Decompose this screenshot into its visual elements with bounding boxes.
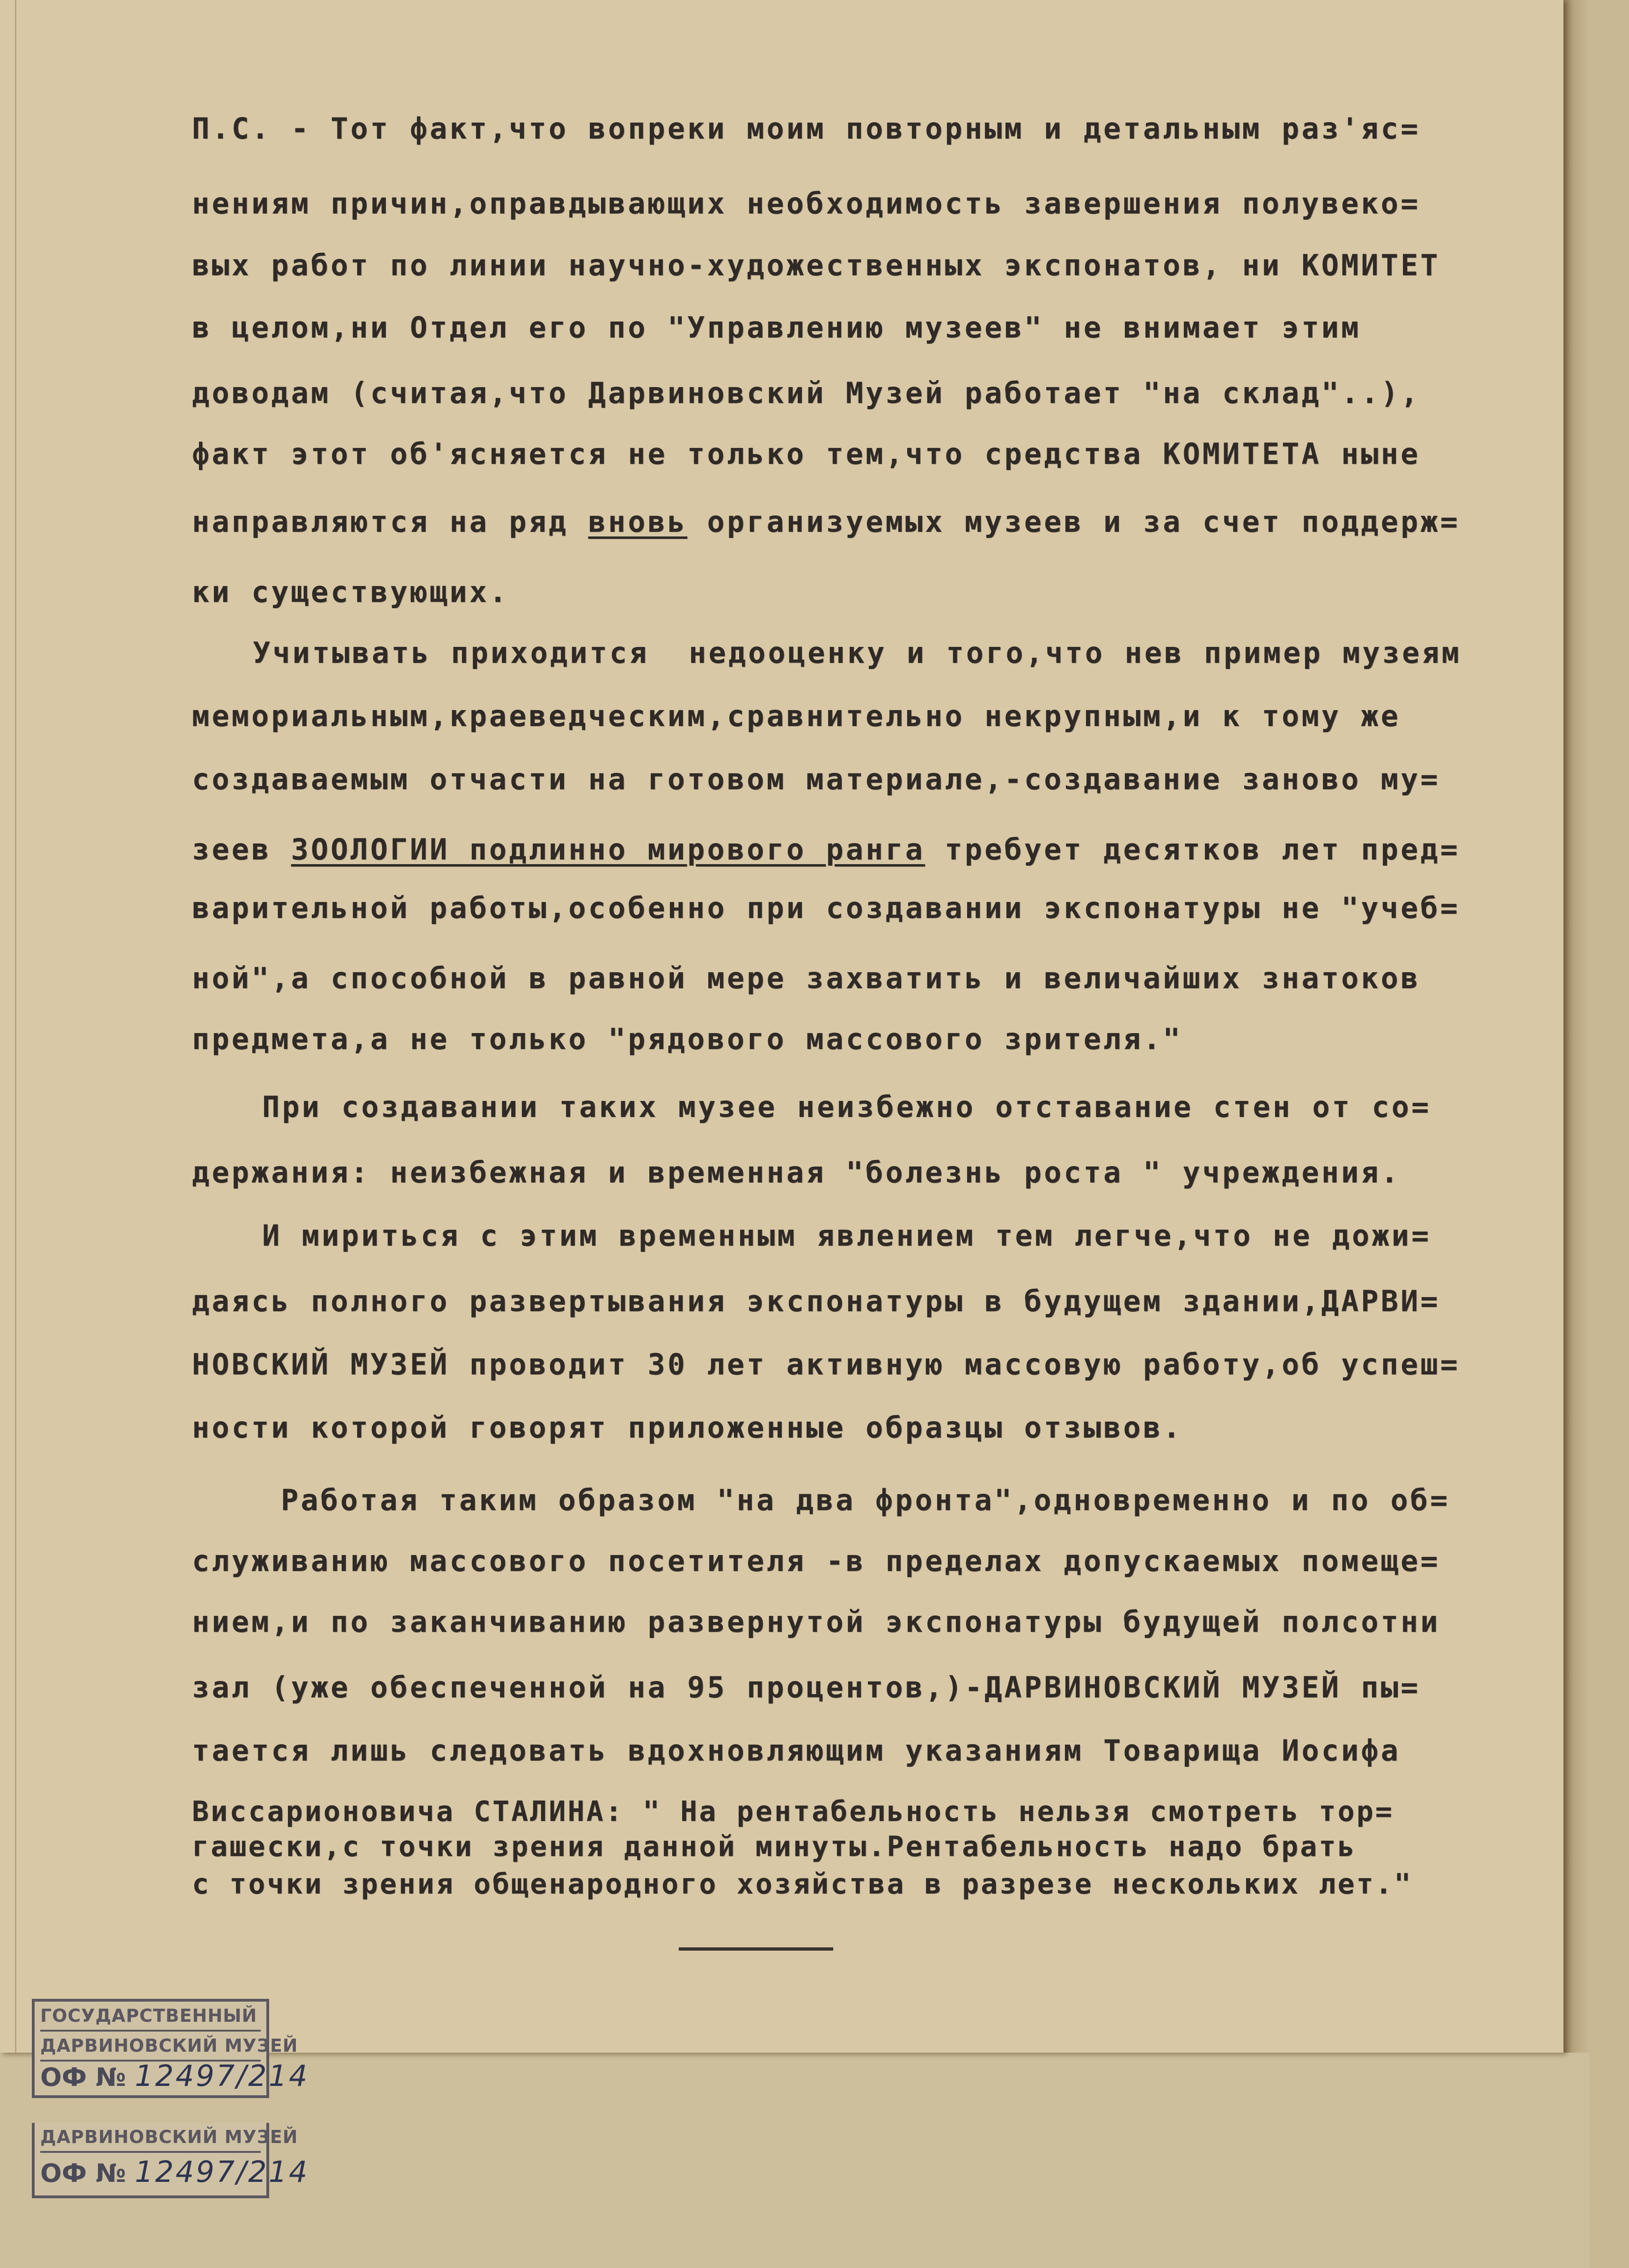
text-line-17: держания: неизбежная и временная "болезнь роста " учреждения. — [192, 1155, 1401, 1189]
text-line-21: ности которой говорят приложенные образцы отзывов. — [192, 1410, 1183, 1445]
text-run: требует десятков лет пред= — [925, 832, 1460, 866]
text-line-15: предмета,а не только "рядового массового зрителя." — [192, 1022, 1183, 1056]
text-line-19: даясь полного развертывания экспонатуры в будущем здании,ДАРВИ= — [192, 1284, 1440, 1318]
text-line-16: При создавании таких музее неизбежно отставание стен от со= — [262, 1090, 1431, 1124]
handwritten-inventory-number: 12497/214 — [135, 2155, 309, 2189]
museum-inventory-stamp-lower — [32, 2123, 309, 2198]
text-line-24: нием,и по заканчиванию развернутой экспонатуры будущей полсотни — [192, 1605, 1440, 1639]
text-run: организуемых музеев и за счет поддерж= — [687, 505, 1460, 539]
text-line-11: создаваемым отчасти на готовом материале,-создавание заново му= — [192, 762, 1440, 796]
stamp-fund-prefix: ОФ № — [40, 2158, 126, 2188]
stamp-inventory-number — [40, 2060, 309, 2094]
text-line-12 — [192, 831, 1540, 868]
text-line-14: ной",а способной в равной мере захватить и величайших знатоков — [192, 961, 1421, 995]
text-run: зеев — [192, 832, 291, 866]
text-line-18: И мириться с этим временным явлением тем легче,что не дожи= — [262, 1218, 1431, 1253]
text-line-28: гашески,с точки зрения данной минуты.Рентабельность надо брать — [192, 1830, 1357, 1863]
stamp-org-line-2: ДАРВИНОВСКИЙ МУЗЕЙ — [40, 2032, 261, 2062]
closing-divider — [679, 1947, 833, 1951]
text-line-29: с точки зрения общенародного хозяйства в разрезе нескольких лет." — [192, 1868, 1413, 1901]
text-line-4: в целом,ни Отдел его по "Управлению музеев" не внимает этим — [192, 310, 1361, 345]
text-line-13: варительной работы,особенно при создавании экспонатуры не "учеб= — [192, 891, 1460, 925]
text-line-6: факт этот об'ясняется не только тем,что средства КОМИТЕТА ныне — [192, 437, 1421, 471]
text-line-9: Учитывать приходится недооценку и того,что нев пример музеям — [253, 636, 1461, 670]
text-line-27: Виссарионовича СТАЛИНА: " На рентабельность нельзя смотреть тор= — [192, 1795, 1394, 1828]
stamp-inventory-number-lower — [40, 2156, 309, 2190]
stamp-fund-prefix: ОФ № — [40, 2062, 126, 2092]
text-line-23: служиванию массового посетителя -в пределах допускаемых помеще= — [192, 1544, 1440, 1578]
text-line-2: нениям причин,оправдывающих необходимость завершения полувеко= — [192, 186, 1421, 220]
text-run: направляются на ряд — [192, 505, 588, 539]
text-line-5: доводам (считая,что Дарвиновский Музей работает "на склад"..), — [192, 376, 1421, 410]
stamp-org-line-1: ГОСУДАРСТВЕННЫЙ — [40, 2002, 261, 2032]
stamp-org-line: ДАРВИНОВСКИЙ МУЗЕЙ — [40, 2123, 261, 2153]
handwritten-inventory-number: 12497/214 — [135, 2059, 309, 2093]
text-line-25: зал (уже обеспеченной на 95 процентов,)-ДАРВИНОВСКИЙ МУЗЕЙ пы= — [192, 1670, 1421, 1704]
text-line-22: Работая таким образом "на два фронта",одновременно и по об= — [281, 1483, 1450, 1517]
text-line-1: П.С. - Тот факт,что вопреки моим повторным и детальным раз'яс= — [192, 111, 1421, 146]
underlined-phrase: ЗООЛОГИИ подлинно мирового ранга — [291, 832, 925, 866]
page-edge-shadow — [1563, 0, 1589, 2053]
text-line-8: ки существующих. — [192, 575, 509, 609]
margin-line — [15, 0, 21, 2053]
museum-inventory-stamp — [32, 1999, 309, 2098]
text-line-26: тается лишь следовать вдохновляющим указаниям Товарища Иосифа — [192, 1733, 1401, 1768]
text-line-10: мемориальным,краеведческим,сравнительно некрупным,и к тому же — [192, 699, 1401, 733]
text-line-3: вых работ по линии научно-художественных экспонатов, ни КОМИТЕТ — [192, 248, 1440, 282]
underlined-word: вновь — [588, 505, 688, 539]
text-line-20: НОВСКИЙ МУЗЕЙ проводит 30 лет активную массовую работу,об успеш= — [192, 1347, 1460, 1381]
text-line-7 — [192, 503, 1540, 541]
